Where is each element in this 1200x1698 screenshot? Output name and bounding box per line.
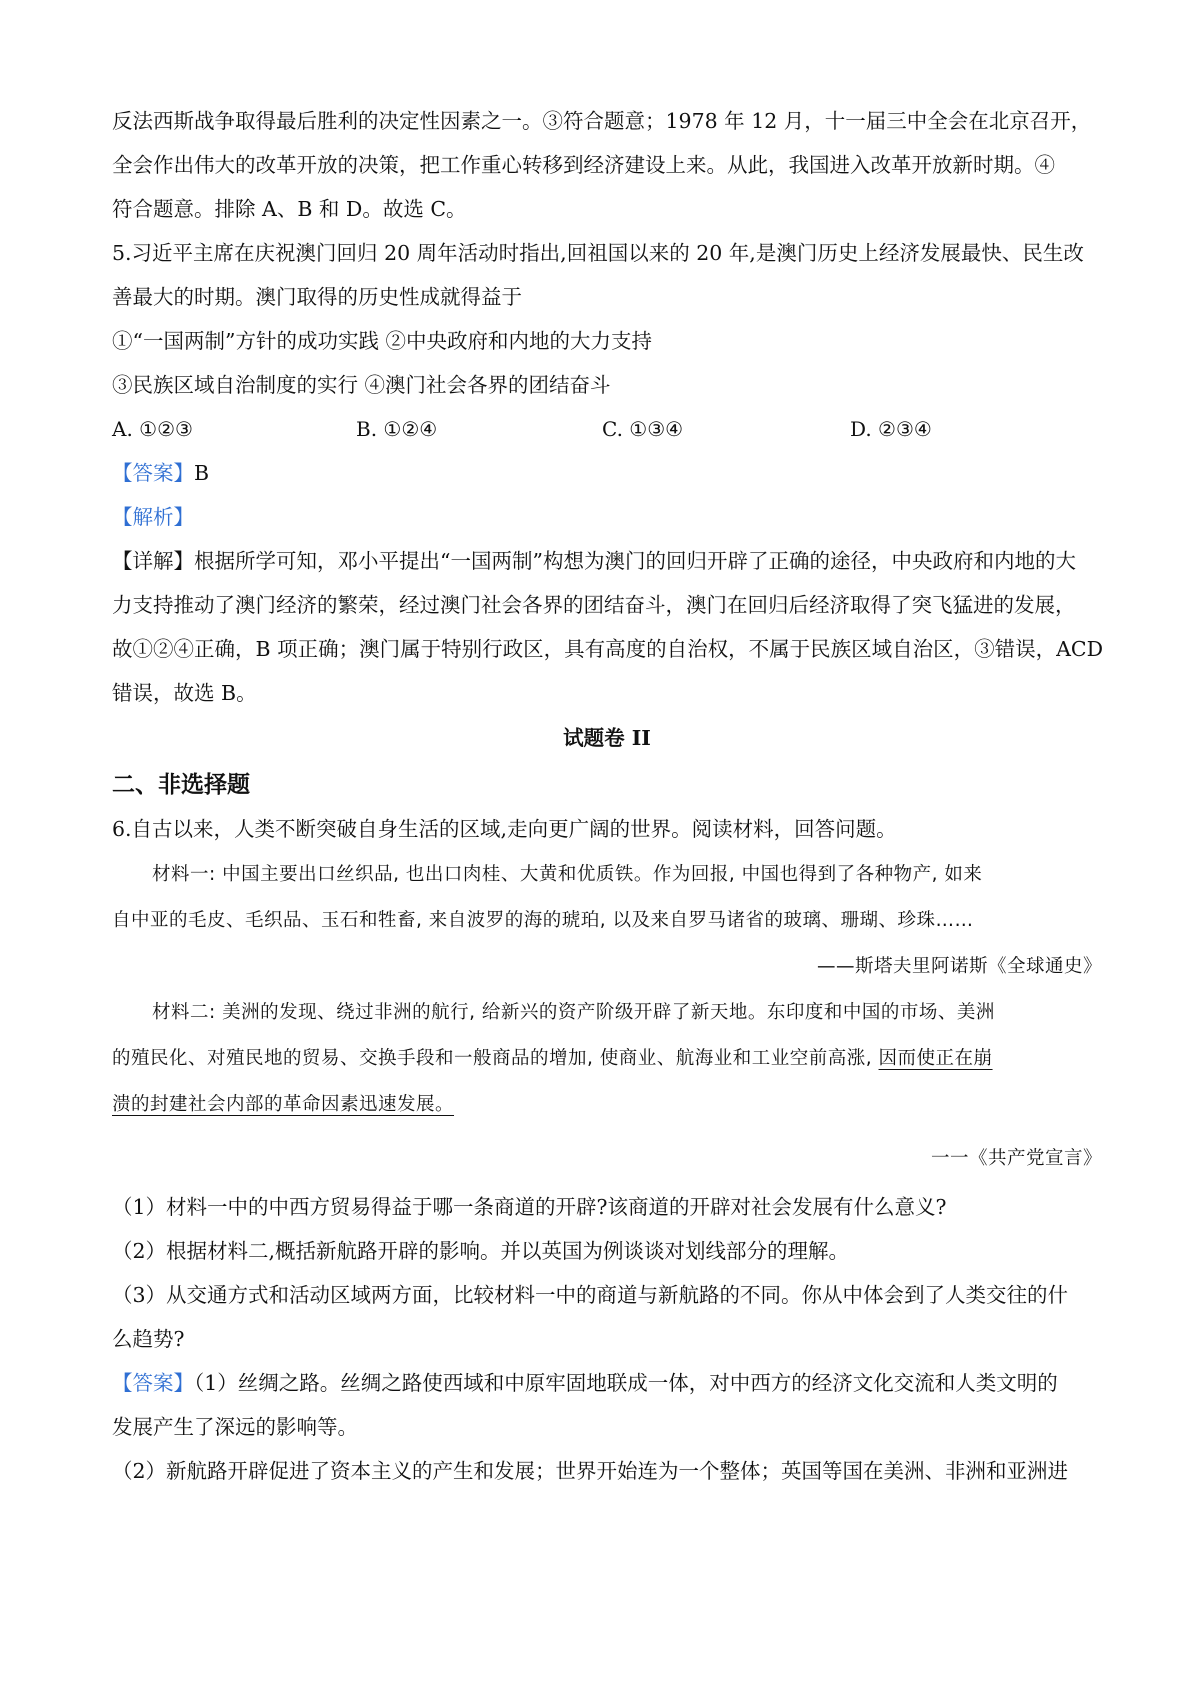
q5-items-line-1: ①“一国两制”方针的成功实践 ②中央政府和内地的大力支持: [112, 329, 652, 353]
q5-detail-line-3: 故①②④正确，B 项正确；澳门属于特别行政区，具有高度的自治权，不属于民族区域自治区，③错误，ACD: [112, 637, 1104, 661]
q5-option-c: C. ①③④: [602, 417, 684, 441]
q6-sub-question-2: （2）根据材料二,概括新航路开辟的影响。并以英国为例谈谈对划线部分的理解。: [112, 1239, 850, 1263]
q6-answer-line-2: 发展产生了深远的影响等。: [112, 1415, 358, 1439]
q6-stem: 6.自古以来，人类不断突破自身生活的区域,走向更广阔的世界。阅读材料，回答问题。: [112, 817, 897, 841]
material-2-line-1: 材料二: 美洲的发现、绕过非洲的航行, 给新兴的资产阶级开辟了新天地。东印度和中国的市场、美洲: [152, 1002, 995, 1023]
material-2-source: 一一《共产党宣言》: [930, 1148, 1102, 1169]
material-1-source: ——斯塔夫里阿诺斯《全球通史》: [816, 956, 1102, 977]
q4-analysis-line-3: 符合题意。排除 A、B 和 D。故选 C。: [112, 197, 467, 221]
material-1-line-1: 材料一: 中国主要出口丝织品, 也出口肉桂、大黄和优质铁。作为回报, 中国也得到了各种物产, 如来: [152, 864, 983, 885]
q6-answer-line-3: （2）新航路开辟促进了资本主义的产生和发展；世界开始连为一个整体；英国等国在美洲、非洲和亚洲进: [112, 1459, 1069, 1483]
material-1-line-2: 自中亚的毛皮、毛织品、玉石和牲畜, 来自波罗的海的琥珀, 以及来自罗马诸省的玻璃、珊瑚、珍珠……: [112, 910, 974, 931]
q6-sub-question-3-line-2: 么趋势?: [112, 1327, 185, 1351]
q6-answer-line-1: [112, 1368, 1102, 1398]
q6-answer-1-text: （1）丝绸之路。丝绸之路使西域和中原牢固地联成一体，对中西方的经济文化交流和人类文明的: [194, 1371, 1058, 1395]
q5-answer: B: [194, 461, 210, 485]
q6-sub-question-3-line-1: （3）从交通方式和活动区域两方面，比较材料一中的商道与新航路的不同。你从中体会到了人类交往的什: [112, 1283, 1069, 1307]
section-heading: 二、非选择题: [112, 771, 250, 798]
material-2-line-2: [112, 1044, 1102, 1074]
q5-stem-line-2: 善最大的时期。澳门取得的历史性成就得益于: [112, 285, 522, 309]
q5-items-line-2: ③民族区域自治制度的实行 ④澳门社会各界的团结奋斗: [112, 373, 611, 397]
section-title: 试题卷 II: [563, 726, 651, 750]
q5-detail-line-2: 力支持推动了澳门经济的繁荣，经过澳门社会各界的团结奋斗，澳门在回归后经济取得了突飞猛进的发展，: [112, 593, 1076, 617]
answer-tag: 【答案】: [112, 1371, 194, 1395]
q5-option-a: A. ①②③: [112, 417, 193, 441]
q4-analysis-line-2: 全会作出伟大的改革开放的决策，把工作重心转移到经济建设上来。从此，我国进入改革开放新时期。④: [112, 153, 1055, 177]
q6-sub-question-1: （1）材料一中的中西方贸易得益于哪一条商道的开辟?该商道的开辟对社会发展有什么意义?: [112, 1195, 947, 1219]
material-2-line-2-text: 的殖民化、对殖民地的贸易、交换手段和一般商品的增加, 使商业、航海业和工业空前高涨,: [112, 1048, 879, 1069]
q5-option-d: D. ②③④: [850, 417, 932, 441]
q4-analysis-line-1: 反法西斯战争取得最后胜利的决定性因素之一。③符合题意；1978 年 12 月，十一届三中全会在北京召开，: [112, 109, 1092, 133]
underlined-passage-start: 因而使正在崩: [878, 1048, 993, 1069]
analysis-tag: 【解析】: [112, 505, 194, 529]
q5-option-b: B. ①②④: [356, 417, 438, 441]
q5-detail-line-1: 【详解】根据所学可知，邓小平提出“一国两制”构想为澳门的回归开辟了正确的途径，中央政府和内地的大: [112, 549, 1076, 573]
q5-detail-line-4: 错误，故选 B。: [112, 681, 257, 705]
q5-answer-line: [112, 458, 1102, 488]
answer-tag: 【答案】: [112, 461, 194, 485]
underlined-passage-end: 溃的封建社会内部的革命因素迅速发展。: [112, 1094, 455, 1115]
material-2-line-3: [112, 1090, 1102, 1120]
q5-stem-line-1: 5.习近平主席在庆祝澳门回归 20 周年活动时指出,回祖国以来的 20 年,是澳门历史上经济发展最快、民生改: [112, 241, 1084, 265]
